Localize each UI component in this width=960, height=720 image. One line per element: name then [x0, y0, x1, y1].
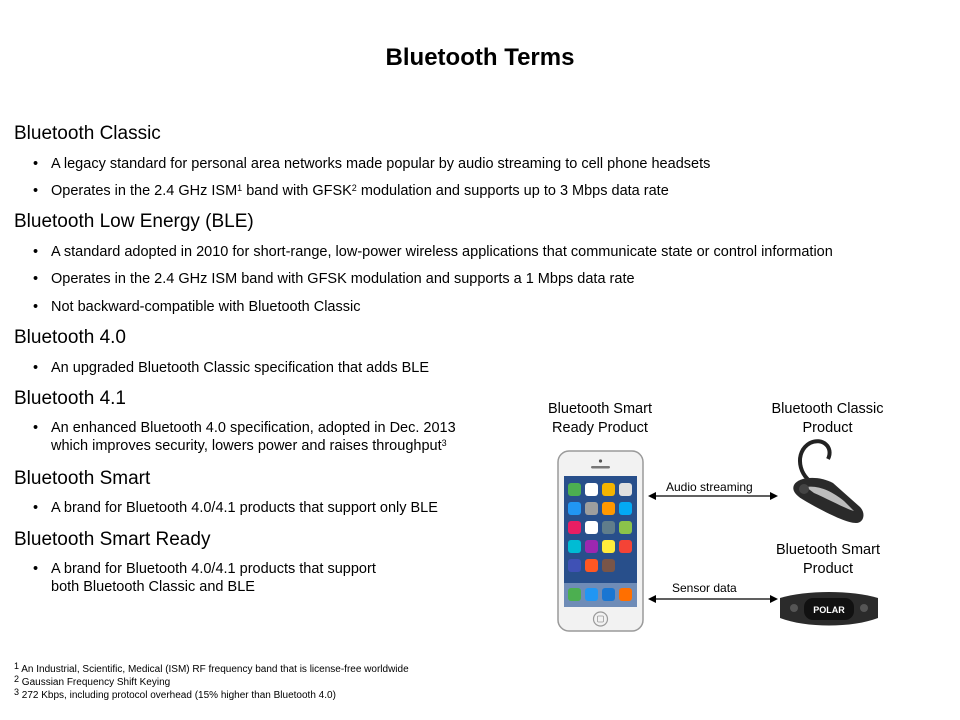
audio-streaming-label: Audio streaming: [666, 480, 753, 494]
heading-bluetooth-classic: Bluetooth Classic: [14, 123, 161, 144]
headset-image: [788, 437, 868, 529]
heading-bluetooth-4-0: Bluetooth 4.0: [14, 327, 126, 348]
sensor-data-label: Sensor data: [672, 581, 737, 595]
smartphone-image: [557, 450, 644, 632]
heading-bluetooth-smart-ready: Bluetooth Smart Ready: [14, 529, 211, 550]
polar-logo: POLAR: [813, 605, 845, 615]
footnote-2: $^2$ Gaussian Frequency Shift Keying: [14, 674, 171, 688]
heart-rate-strap-image: [776, 588, 882, 632]
heading-bluetooth-4-1: Bluetooth 4.1: [14, 388, 126, 409]
smart-ready-product-label: Bluetooth Smart Ready Product: [548, 401, 652, 436]
classic-product-label: Bluetooth Classic Product: [771, 401, 884, 436]
footnote-1: $^1$ An Industrial, Scientific, Medical (ISM) RF frequency band that is license-free worldwide: [14, 661, 409, 675]
page-title: Bluetooth Terms: [385, 44, 575, 71]
heading-bluetooth-smart: Bluetooth Smart: [14, 468, 151, 489]
heading-ble: Bluetooth Low Energy (BLE): [14, 211, 254, 232]
smart-product-label: Bluetooth Smart Product: [776, 542, 880, 577]
footnote-3: $^3$ 272 Kbps, including protocol overhead (15% higher than Bluetooth 4.0): [14, 687, 336, 701]
